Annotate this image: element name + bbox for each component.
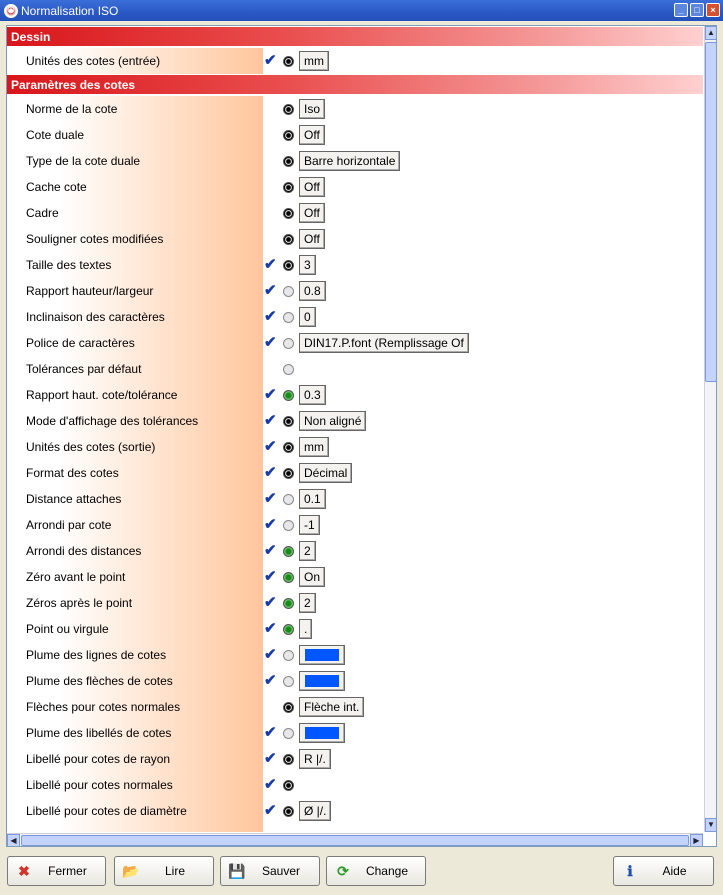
property-row[interactable]: [7, 382, 703, 408]
button-bar: [0, 852, 723, 892]
property-label: Flèches pour cotes normales: [26, 700, 181, 714]
button-label: Aide: [662, 864, 687, 878]
property-value-button[interactable]: 0.8: [299, 281, 326, 301]
button-label: Change: [365, 864, 409, 878]
checkmark-icon[interactable]: ✔: [264, 490, 277, 507]
property-label: Distance attaches: [26, 492, 122, 506]
property-value-button[interactable]: Ø |/.: [299, 801, 331, 821]
property-label: Cote duale: [26, 128, 85, 142]
checkmark-icon[interactable]: ✔: [264, 724, 277, 741]
property-row[interactable]: [7, 694, 703, 720]
horizontal-scrollbar[interactable]: [7, 833, 703, 847]
property-row[interactable]: [7, 538, 703, 564]
status-dot-icon[interactable]: [283, 494, 294, 505]
property-value-button[interactable]: .: [299, 619, 312, 639]
status-dot-icon[interactable]: [283, 546, 294, 557]
property-label: Souligner cotes modifiées: [26, 232, 164, 246]
checkmark-icon[interactable]: ✔: [264, 282, 277, 299]
property-row[interactable]: [7, 356, 703, 382]
property-row[interactable]: [7, 460, 703, 486]
property-label: Zéros après le point: [26, 596, 133, 610]
property-label: Point ou virgule: [26, 622, 109, 636]
status-dot-icon[interactable]: [283, 754, 294, 765]
property-row[interactable]: [7, 96, 703, 122]
info-icon: ℹ: [627, 862, 633, 879]
status-dot-icon[interactable]: [283, 598, 294, 609]
checkmark-icon[interactable]: ✔: [264, 438, 277, 455]
property-row[interactable]: [7, 512, 703, 538]
status-dot-icon[interactable]: [283, 390, 294, 401]
pen-color-button[interactable]: [299, 671, 345, 691]
property-row[interactable]: [7, 772, 703, 798]
status-dot-icon[interactable]: [283, 364, 294, 375]
property-value-button[interactable]: Décimal: [299, 463, 352, 483]
status-dot-icon[interactable]: [283, 104, 294, 115]
checkmark-icon[interactable]: ✔: [264, 386, 277, 403]
aide-button[interactable]: [613, 856, 714, 886]
property-value-button[interactable]: 0.3: [299, 385, 326, 405]
property-label: Unités des cotes (sortie): [26, 440, 156, 454]
property-label: Plume des flèches de cotes: [26, 674, 173, 688]
property-value-button[interactable]: 0.1: [299, 489, 326, 509]
color-swatch: [305, 675, 339, 687]
floppy-disk-icon: 💾: [228, 862, 246, 879]
title-bar: [0, 0, 723, 21]
pen-color-button[interactable]: [299, 645, 345, 665]
close-x-icon: ✖: [18, 862, 30, 879]
property-value-button[interactable]: Flèche int.: [299, 697, 364, 717]
property-value-button[interactable]: 0: [299, 307, 316, 327]
property-value-button[interactable]: Iso: [299, 99, 325, 119]
minimize-button[interactable]: _: [674, 3, 688, 17]
property-label: Mode d'affichage des tolérances: [26, 414, 199, 428]
scroll-left-icon[interactable]: ◀: [7, 834, 20, 847]
property-label: Format des cotes: [26, 466, 119, 480]
checkmark-icon[interactable]: ✔: [264, 516, 277, 533]
checkmark-icon[interactable]: ✔: [264, 568, 277, 585]
property-label: Arrondi par cote: [26, 518, 112, 532]
status-dot-icon[interactable]: [283, 728, 294, 739]
property-label: Zéro avant le point: [26, 570, 126, 584]
property-row[interactable]: [7, 330, 703, 356]
property-value-button[interactable]: On: [299, 567, 325, 587]
status-dot-icon[interactable]: [283, 182, 294, 193]
property-value-button[interactable]: Off: [299, 229, 325, 249]
lire-button[interactable]: [114, 856, 214, 886]
scroll-right-icon[interactable]: ▶: [690, 834, 703, 847]
property-value-button[interactable]: DIN17.P.font (Remplissage Of: [299, 333, 469, 353]
checkmark-icon[interactable]: ✔: [264, 464, 277, 481]
property-value-button[interactable]: Barre horizontale: [299, 151, 400, 171]
property-row[interactable]: [7, 122, 703, 148]
checkmark-icon[interactable]: ✔: [264, 308, 277, 325]
property-label: Libellé pour cotes de diamètre: [26, 804, 187, 818]
status-dot-icon[interactable]: [283, 442, 294, 453]
property-label: Libellé pour cotes de rayon: [26, 752, 171, 766]
property-value-button[interactable]: Off: [299, 125, 325, 145]
button-label: Fermer: [48, 864, 87, 878]
status-dot-icon[interactable]: [283, 676, 294, 687]
property-label: Norme de la cote: [26, 102, 118, 116]
property-row[interactable]: [7, 148, 703, 174]
property-label: Libellé pour cotes normales: [26, 778, 173, 792]
status-dot-icon[interactable]: [283, 572, 294, 583]
close-button[interactable]: ×: [706, 3, 720, 17]
sauver-button[interactable]: [220, 856, 320, 886]
section-header: Dessin: [7, 26, 703, 48]
property-row[interactable]: [7, 746, 703, 772]
button-label: Lire: [164, 864, 185, 878]
status-dot-icon[interactable]: [283, 468, 294, 479]
property-label: Cache cote: [26, 180, 87, 194]
button-label: Sauver: [261, 864, 301, 878]
checkmark-icon[interactable]: ✔: [264, 52, 277, 69]
status-dot-icon[interactable]: [283, 208, 294, 219]
property-label: Inclinaison des caractères: [26, 310, 165, 324]
fermer-button[interactable]: [7, 856, 106, 886]
property-value-button[interactable]: Off: [299, 177, 325, 197]
property-row[interactable]: [7, 226, 703, 252]
property-row[interactable]: [7, 720, 703, 746]
checkmark-icon[interactable]: ✔: [264, 256, 277, 273]
properties-rows: [7, 26, 703, 824]
property-value-button[interactable]: mm: [299, 51, 329, 71]
property-label: Police de caractères: [26, 336, 135, 350]
status-dot-icon[interactable]: [283, 520, 294, 531]
checkmark-icon[interactable]: ✔: [264, 594, 277, 611]
property-row[interactable]: [7, 798, 703, 824]
status-dot-icon[interactable]: [283, 234, 294, 245]
property-value-button[interactable]: R |/.: [299, 749, 331, 769]
scroll-down-icon[interactable]: ▼: [705, 818, 717, 832]
status-dot-icon[interactable]: [283, 156, 294, 167]
window-title: Normalisation ISO: [21, 3, 119, 18]
checkmark-icon[interactable]: ✔: [264, 542, 277, 559]
checkmark-icon[interactable]: ✔: [264, 412, 277, 429]
properties-panel: [6, 25, 717, 847]
pen-color-button[interactable]: [299, 723, 345, 743]
scroll-up-icon[interactable]: ▲: [705, 26, 717, 40]
property-value-button[interactable]: Off: [299, 203, 325, 223]
property-row[interactable]: [7, 278, 703, 304]
property-label: Arrondi des distances: [26, 544, 142, 558]
property-value-button[interactable]: 3: [299, 255, 316, 275]
checkmark-icon[interactable]: ✔: [264, 620, 277, 637]
status-dot-icon[interactable]: [283, 650, 294, 661]
property-row[interactable]: [7, 252, 703, 278]
status-dot-icon[interactable]: [283, 416, 294, 427]
property-row[interactable]: [7, 564, 703, 590]
properties-list: [7, 26, 703, 832]
folder-open-icon: 📂: [122, 862, 140, 879]
property-value-button[interactable]: Non aligné: [299, 411, 366, 431]
change-button[interactable]: [326, 856, 426, 886]
property-row[interactable]: [7, 590, 703, 616]
refresh-icon: ⟳: [337, 862, 349, 879]
property-label: Rapport hauteur/largeur: [26, 284, 154, 298]
checkmark-icon[interactable]: ✔: [264, 672, 277, 689]
property-row[interactable]: [7, 48, 703, 74]
color-swatch: [305, 649, 339, 661]
property-label: Rapport haut. cote/tolérance: [26, 388, 178, 402]
property-row[interactable]: [7, 408, 703, 434]
property-row[interactable]: [7, 668, 703, 694]
property-row[interactable]: [7, 642, 703, 668]
property-value-button[interactable]: 2: [299, 593, 316, 613]
section-header: Paramètres des cotes: [7, 74, 703, 96]
checkmark-icon[interactable]: ✔: [264, 776, 277, 793]
checkmark-icon[interactable]: ✔: [264, 802, 277, 819]
status-dot-icon[interactable]: [283, 312, 294, 323]
property-row[interactable]: [7, 304, 703, 330]
horizontal-scroll-thumb[interactable]: [21, 835, 689, 846]
property-label: Plume des lignes de cotes: [26, 648, 167, 662]
status-dot-icon[interactable]: [283, 806, 294, 817]
status-dot-icon[interactable]: [283, 702, 294, 713]
checkmark-icon[interactable]: ✔: [264, 646, 277, 663]
property-row[interactable]: [7, 616, 703, 642]
property-row[interactable]: [7, 486, 703, 512]
property-label: Type de la cote duale: [26, 154, 141, 168]
vertical-scrollbar[interactable]: [704, 26, 717, 832]
window-controls: [674, 3, 720, 17]
property-row[interactable]: [7, 174, 703, 200]
vertical-scroll-thumb[interactable]: [705, 42, 717, 382]
checkmark-icon[interactable]: ✔: [264, 334, 277, 351]
property-row[interactable]: [7, 434, 703, 460]
status-dot-icon[interactable]: [283, 56, 294, 67]
property-row[interactable]: [7, 200, 703, 226]
property-value-button[interactable]: 2: [299, 541, 316, 561]
status-dot-icon[interactable]: [283, 260, 294, 271]
property-value-button[interactable]: -1: [299, 515, 320, 535]
property-label: Tolérances par défaut: [26, 362, 142, 376]
status-dot-icon[interactable]: [283, 338, 294, 349]
property-label: Cadre: [26, 206, 59, 220]
status-dot-icon[interactable]: [283, 286, 294, 297]
app-icon: ⊕: [4, 4, 18, 18]
maximize-button[interactable]: □: [690, 3, 704, 17]
status-dot-icon[interactable]: [283, 624, 294, 635]
status-dot-icon[interactable]: [283, 130, 294, 141]
color-swatch: [305, 727, 339, 739]
checkmark-icon[interactable]: ✔: [264, 750, 277, 767]
property-value-button[interactable]: mm: [299, 437, 329, 457]
property-label: Taille des textes: [26, 258, 112, 272]
property-label: Plume des libellés de cotes: [26, 726, 172, 740]
property-label: Unités des cotes (entrée): [26, 54, 161, 68]
status-dot-icon[interactable]: [283, 780, 294, 791]
